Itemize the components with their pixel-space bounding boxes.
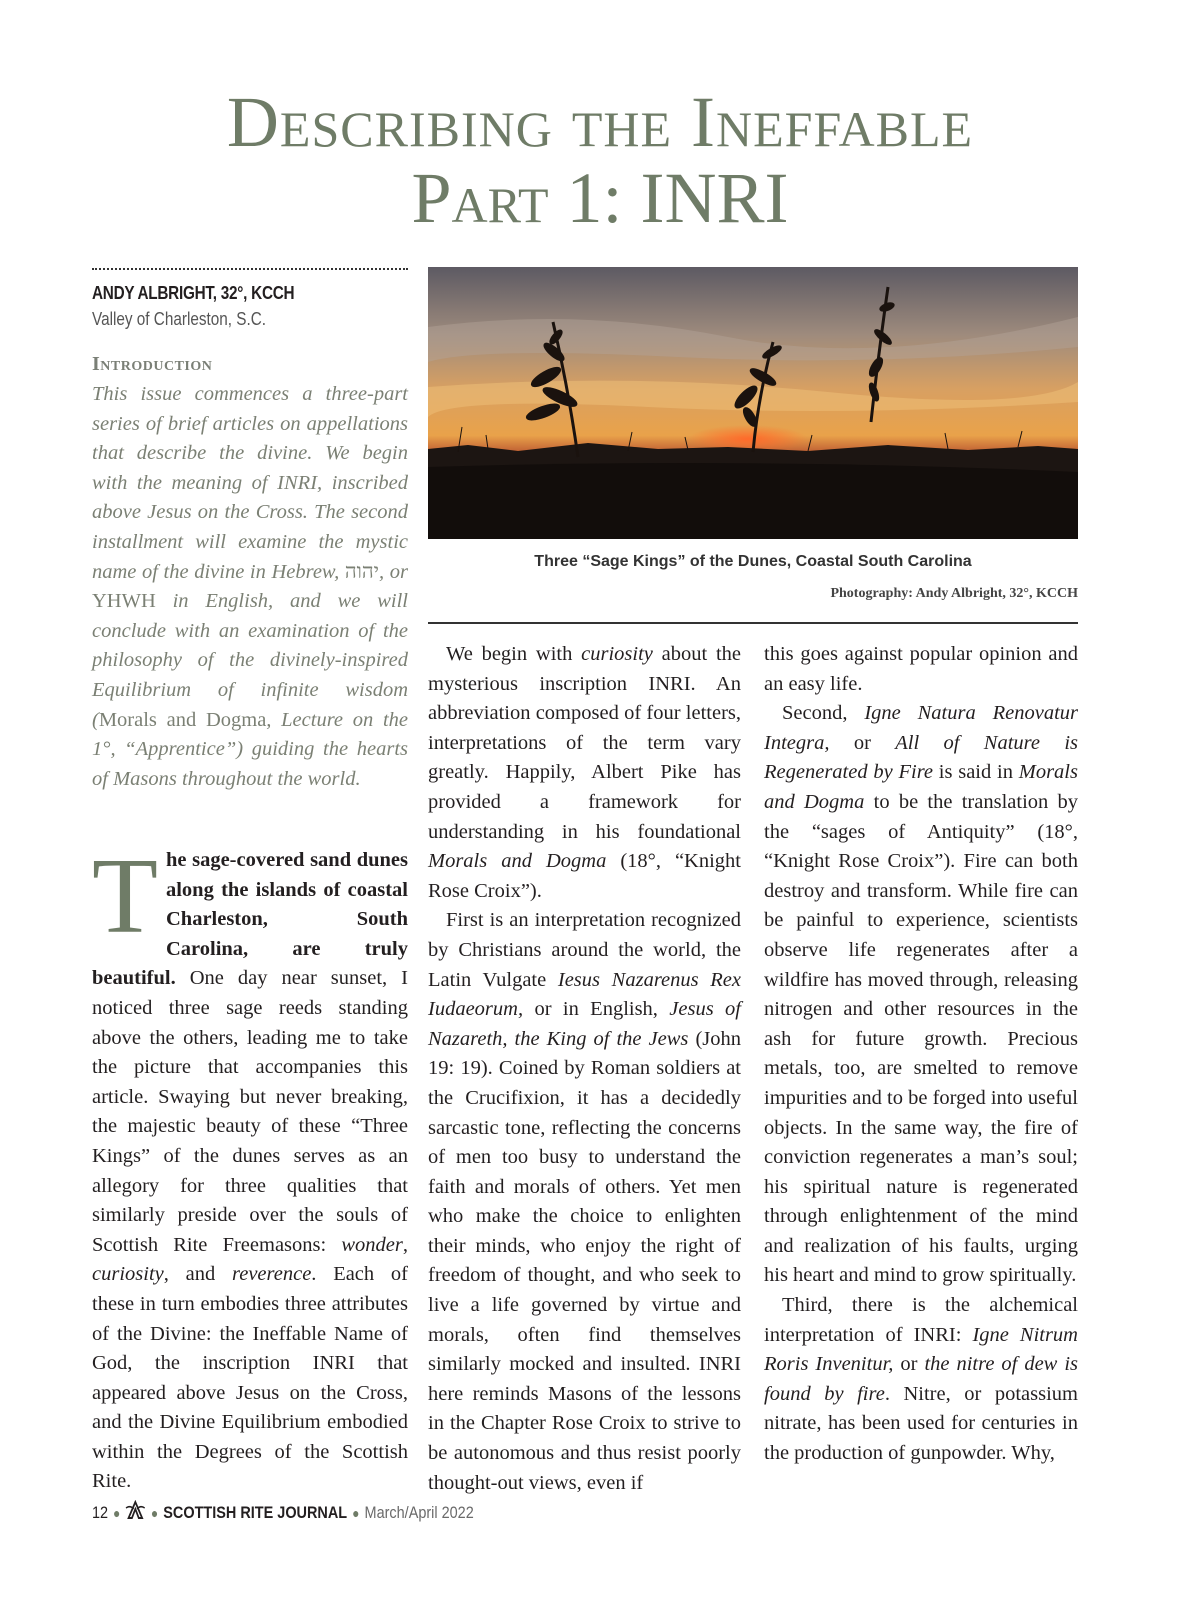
bullet: ● bbox=[150, 1504, 159, 1521]
page-number: 12 bbox=[92, 1502, 109, 1522]
paragraph-third-interpretation: Third, there is the alchemical interpretation of INRI: Igne Nitrum Roris Invenitur, or the nitre of dew is found by fire. Nitre, or potassium nitrate, has been used for centuries in the production of gunpowder. Why, bbox=[764, 1294, 1079, 1465]
author-name: ANDY ALBRIGHT, 32°, KCCH bbox=[92, 283, 295, 303]
yhwh: YHWH bbox=[92, 590, 156, 613]
lead-paragraph-column bbox=[92, 837, 408, 1497]
paragraph-second-interpretation: Second, Igne Natura Renovatur Integra, or All of Nature is Regenerated by Fire is said in Morals and Dogma to be the translation by the “sages of Antiquity” (18°, “Knight Rose Croix”). Fire can both destroy and transform. While fire can be painful to experience, scientists observe life regenerates after a wildfire has moved through, releasing nitrogen and other resources in the ash for future growth. Precious metals, too, are smelted to remove impurities and to be forged into useful objects. In the same way, the fire of conviction regenerates a man’s soul; his spiritual nature is regenerated through enlightenment of the mind and realization of his faults, urging his heart and mind to grow spiritually. bbox=[764, 702, 1079, 1287]
paragraph-continuation: this goes against popular opinion and an easy life. bbox=[764, 643, 1078, 695]
article-title bbox=[0, 84, 1200, 236]
photo-credit: Photography: Andy Albright, 32°, KCCH bbox=[830, 586, 1078, 601]
bullet: ● bbox=[113, 1504, 121, 1521]
sunset-dunes-photo bbox=[428, 267, 1078, 539]
paragraph-first-interpretation: First is an interpretation recognized by Christians around the world, the Latin Vulgate Iesus Nazarenus Rex Iudaeorum, or in English, Jesus of Nazareth, the King of the Jews (John 19: 19). Coined by Roman soldiers at the Crucifixion, it has a decidedly sarcastic tone, reflecting the concerns of men too busy to understand the faith and morals of others. Yet men who make the choice to enlighten their minds, who enjoy the right of freedom of thought, and who seek to live a life governed by virtue and morals, often find themselves similarly mocked and insulted. INRI here reminds Masons of the lessons in the Chapter Rose Croix to strive to be autonomous and thus resist poorly thought-out views, even if bbox=[428, 909, 741, 1494]
bullet: ● bbox=[352, 1504, 360, 1521]
journal-name: SCOTTISH RITE JOURNAL bbox=[163, 1502, 348, 1522]
drop-cap: T bbox=[92, 837, 158, 956]
issue-date: March/April 2022 bbox=[364, 1502, 474, 1522]
author-valley: Valley of Charleston, S.C. bbox=[92, 309, 267, 329]
right-column bbox=[764, 640, 1078, 1469]
paragraph-curiosity: We begin with curiosity about the mysterious inscription INRI. An abbreviation composed of four letters, interpretations of the term vary greatly. Happily, Albert Pike has provided a framework for understanding in his foundational Morals and Dogma (18°, “Knight Rose Croix”). bbox=[428, 643, 742, 902]
middle-column bbox=[428, 640, 741, 1498]
double-eagle-emblem-icon bbox=[125, 1500, 145, 1525]
page-footer bbox=[92, 1500, 474, 1525]
intro-text: This issue commences a three-part series of brief articles on appellations that describe the divine. We begin with the meaning of INRI, inscribed above Jesus on the Cross. The second installment will examine the mystic name of the divine in Hebrew, יהוה, or YHWH in English, and we will conclude with an examination of the philosophy of the divinely-inspired Equilibrium of infinite wisdom (Morals and Dogma, Lecture on the 1°, “Apprentice”) guiding the hearts of Masons throughout the world. bbox=[92, 383, 408, 790]
caption-rule bbox=[428, 622, 1078, 624]
intro-heading: Introduction bbox=[92, 353, 213, 375]
title-line-2: Part 1: INRI bbox=[411, 158, 789, 238]
byline-column bbox=[92, 268, 408, 794]
title-line-1: Describing the Ineffable bbox=[226, 82, 974, 162]
hebrew-name: יהוה bbox=[344, 560, 380, 583]
lead-paragraph: The sage-covered sand dunes along the islands of coastal Charleston, South Carolina, are truly beautiful. One day near sunset, I noticed three sage reeds standing above the others, leading me to take the picture that accompanies this article. Swaying but never breaking, the majestic beauty of these “Three Kings” of the dunes serves as an allegory for three qualities that similarly preside over the souls of Scottish Rite Freemasons: wonder, curiosity, and reverence. Each of these in turn embodies three attributes of the Divine: the Ineffable Name of God, the inscription INRI that appeared above Jesus on the Cross, and the Divine Equilibrium embodied within the Degrees of the Scottish Rite. bbox=[92, 837, 408, 1493]
dotted-divider bbox=[92, 268, 408, 270]
photo-caption: Three “Sage Kings” of the Dunes, Coastal South Carolina bbox=[534, 553, 972, 570]
